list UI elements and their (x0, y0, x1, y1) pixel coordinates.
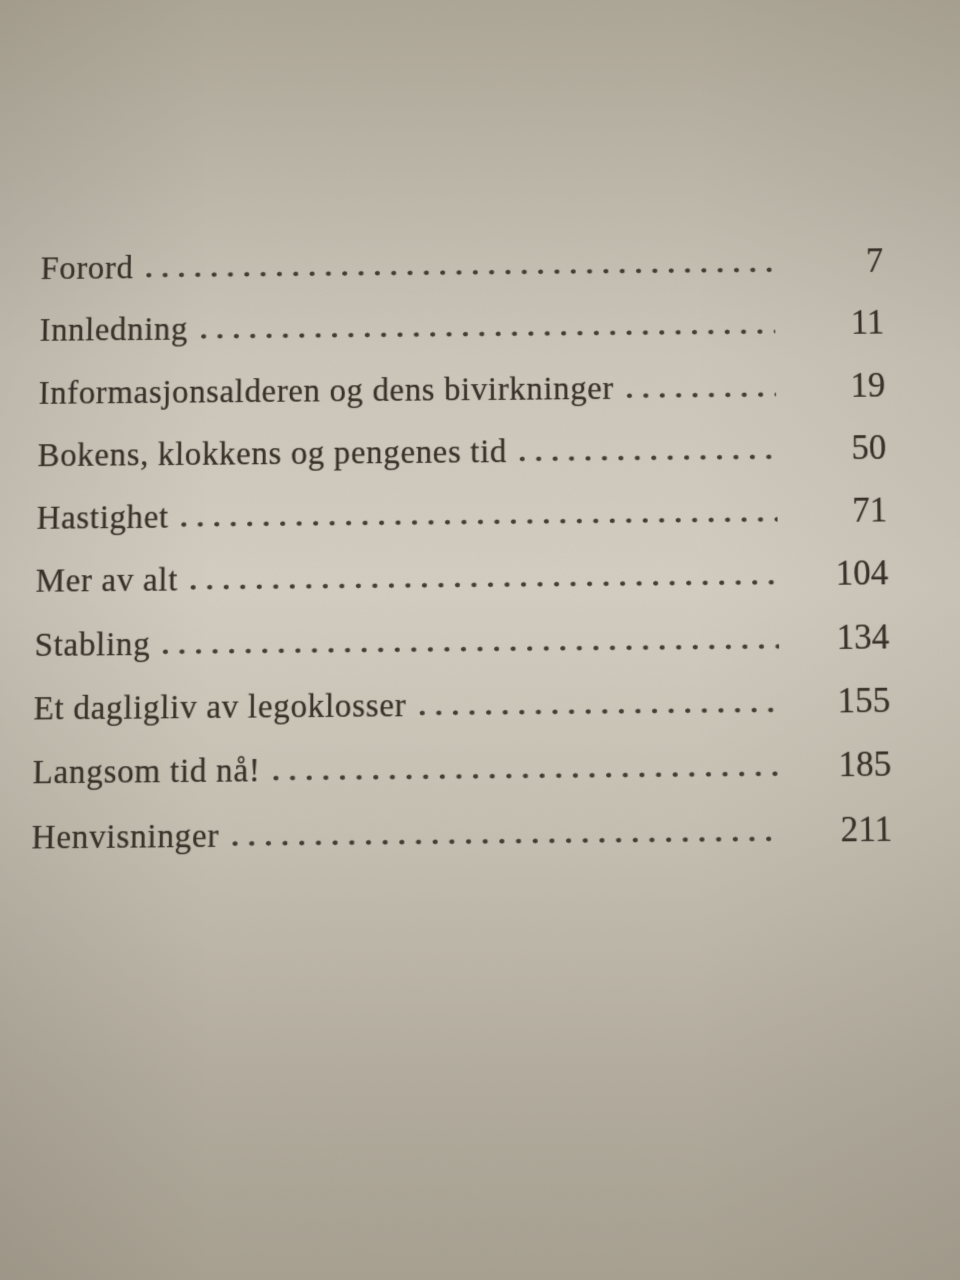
toc-entry-row (38, 366, 885, 413)
dot-leader (232, 835, 781, 846)
dot-leader (419, 707, 779, 716)
chapter-title: Informasjonsalderen og dens bivirkninger (38, 370, 615, 412)
chapter-title: Et dagligliv av legoklosser (33, 688, 407, 728)
toc-entry-row (31, 809, 892, 857)
dot-leader (520, 454, 777, 462)
chapter-title: Hastighet (36, 499, 170, 537)
chapter-title: Henvisninger (31, 817, 220, 857)
toc-entry-row (34, 617, 889, 665)
page-number: 185 (838, 744, 892, 785)
chapter-title: Bokens, klokkens og pengenes tid (37, 434, 508, 474)
chapter-title: Stabling (34, 626, 151, 664)
dot-leader (163, 643, 779, 654)
toc-entry-row (39, 303, 884, 350)
chapter-title: Mer av alt (35, 562, 179, 601)
toc-entry-row (36, 491, 887, 538)
page-number: 50 (851, 427, 887, 467)
toc-entry-row (33, 681, 890, 729)
toc-entry-row (40, 242, 883, 288)
page-number: 155 (837, 680, 891, 721)
page-number: 211 (840, 808, 893, 850)
toc-entry-row (37, 428, 886, 475)
dot-leader (146, 267, 774, 278)
chapter-title: Innledning (39, 312, 189, 349)
page-number: 11 (850, 303, 885, 342)
dot-leader (201, 329, 776, 340)
chapter-title: Forord (40, 250, 134, 287)
page-number: 104 (835, 553, 889, 594)
toc-entry-row (35, 554, 888, 601)
page-number: 71 (852, 490, 888, 530)
dot-leader (627, 391, 776, 398)
page-number: 19 (850, 365, 886, 405)
dot-leader (182, 517, 778, 528)
page-number: 7 (865, 241, 884, 280)
dot-leader (274, 771, 781, 782)
table-of-contents (31, 242, 893, 882)
chapter-title: Langsom tid nå! (32, 753, 261, 792)
toc-entry-row (32, 745, 891, 793)
dot-leader (191, 580, 778, 591)
page-number: 134 (836, 617, 890, 657)
